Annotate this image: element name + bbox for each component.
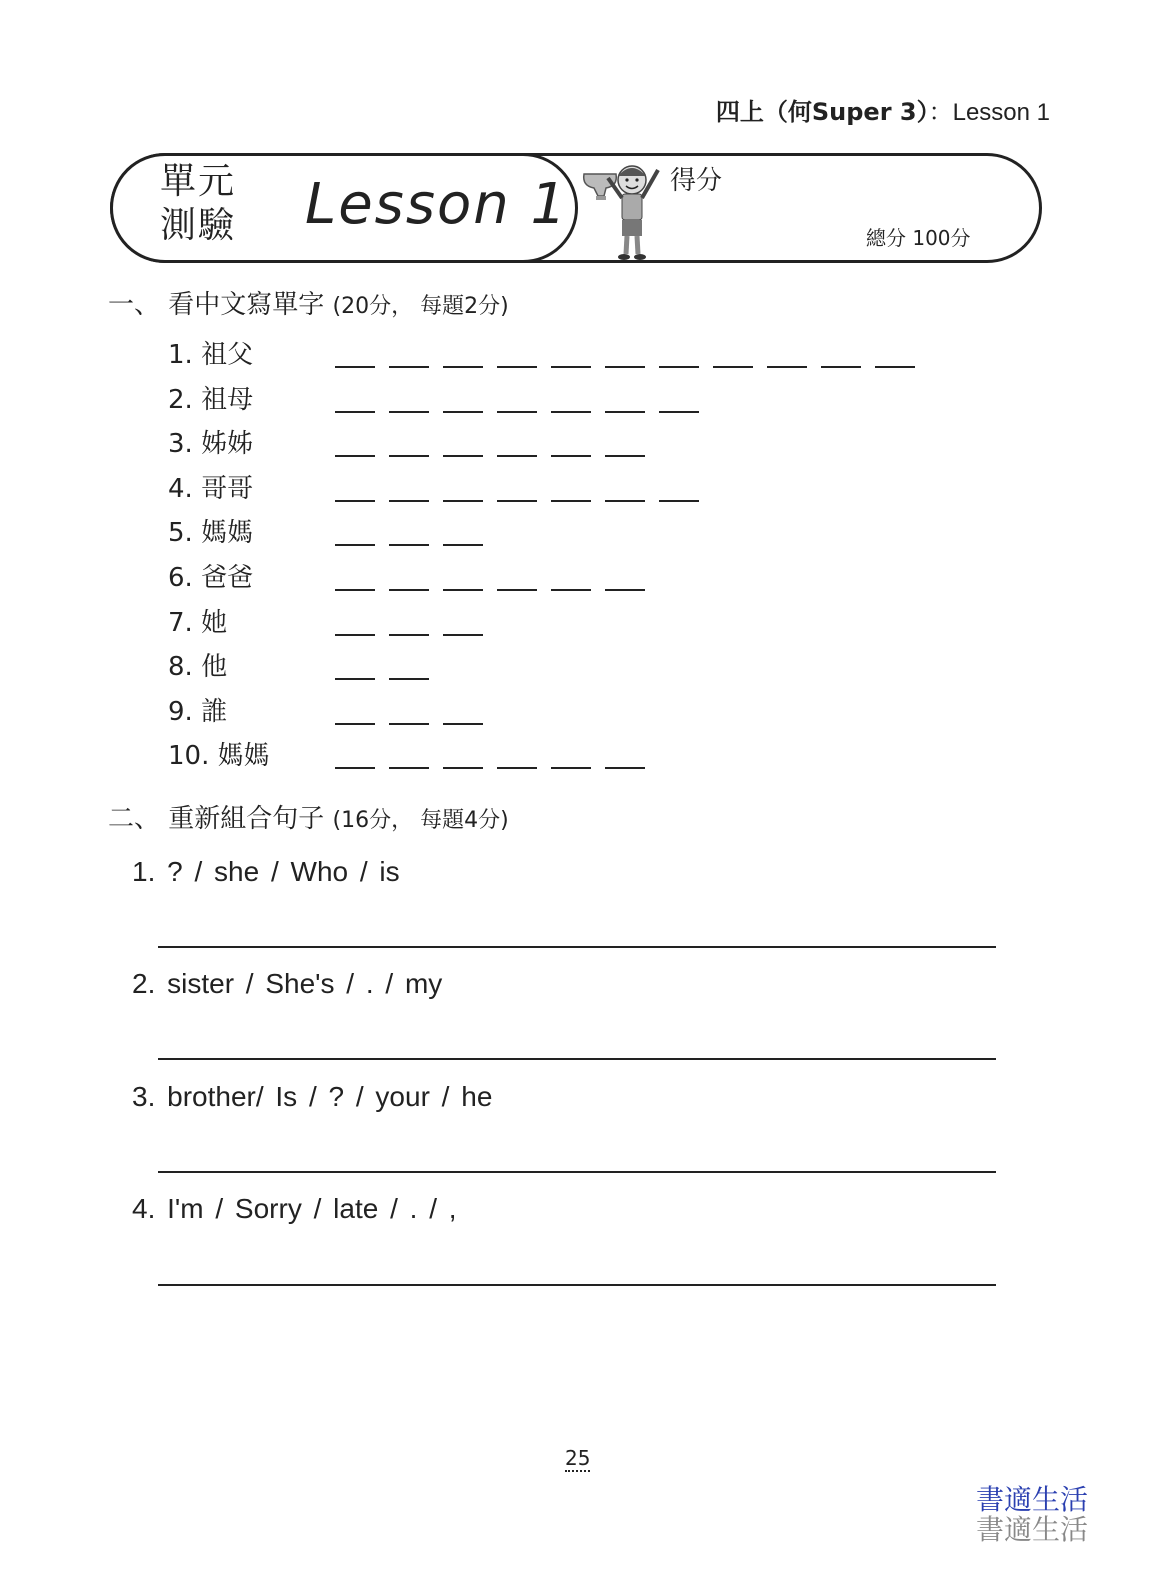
letter-blank[interactable] [497, 377, 537, 413]
letter-blank[interactable] [443, 377, 483, 413]
letter-blank[interactable] [335, 510, 375, 546]
word-prompt-1: 1. 祖父 [168, 340, 254, 370]
letter-blanks-2 [335, 377, 699, 417]
letter-blank[interactable] [551, 332, 591, 368]
page-header [716, 92, 1050, 127]
letter-blank[interactable] [605, 332, 645, 368]
unit-line-1: 單元 [160, 161, 237, 202]
letter-blank[interactable] [605, 733, 645, 769]
letter-blank[interactable] [335, 377, 375, 413]
total-value: 100分 [912, 226, 971, 250]
answer-line-4[interactable] [158, 1284, 996, 1286]
header-grade: 四上（何 [715, 98, 812, 126]
word-prompt-8: 8. 他 [168, 652, 228, 682]
letter-blank[interactable] [605, 555, 645, 591]
letter-blank[interactable] [605, 466, 645, 502]
total-score [866, 222, 971, 251]
letter-blanks-1 [335, 332, 915, 372]
letter-blank[interactable] [605, 377, 645, 413]
letter-blank[interactable] [551, 733, 591, 769]
letter-blank[interactable] [335, 332, 375, 368]
letter-blank[interactable] [443, 421, 483, 457]
letter-blank[interactable] [389, 555, 429, 591]
lesson-title: Lesson 1 [305, 172, 569, 237]
letter-blank[interactable] [443, 689, 483, 725]
letter-blank[interactable] [389, 421, 429, 457]
letter-blanks-10 [335, 733, 645, 773]
section-1-heading: 一、 看中文寫單字 [108, 290, 325, 320]
answer-line-2[interactable] [158, 1058, 996, 1060]
letter-blank[interactable] [659, 377, 699, 413]
word-prompt-7: 7. 她 [168, 608, 228, 638]
word-prompt-6: 6. 爸爸 [168, 563, 254, 593]
letter-blank[interactable] [335, 689, 375, 725]
word-prompt-4: 4. 哥哥 [168, 474, 254, 504]
letter-blanks-8 [335, 644, 429, 684]
letter-blank[interactable] [551, 377, 591, 413]
letter-blank[interactable] [443, 733, 483, 769]
letter-blank[interactable] [713, 332, 753, 368]
letter-blank[interactable] [497, 466, 537, 502]
letter-blank[interactable] [443, 466, 483, 502]
kid-trophy-illustration [580, 158, 670, 262]
section-1-points: (20分， 每題2分) [332, 294, 509, 319]
header-sep: ： [928, 98, 953, 126]
section-2-title [108, 798, 509, 835]
letter-blank[interactable] [497, 555, 537, 591]
letter-blanks-4 [335, 466, 699, 506]
letter-blank[interactable] [443, 510, 483, 546]
letter-blank[interactable] [551, 466, 591, 502]
reorder-question-4: 4. I'm / Sorry / late / . / , [132, 1193, 457, 1224]
header-lesson: Lesson 1 [952, 99, 1050, 126]
letter-blank[interactable] [389, 332, 429, 368]
answer-line-3[interactable] [158, 1171, 996, 1173]
letter-blanks-9 [335, 689, 483, 729]
letter-blank[interactable] [551, 555, 591, 591]
letter-blank[interactable] [389, 733, 429, 769]
word-prompt-10: 10. 媽媽 [168, 741, 270, 771]
section-2-heading: 二、 重新組合句子 [108, 804, 325, 834]
letter-blank[interactable] [335, 644, 375, 680]
word-prompt-5: 5. 媽媽 [168, 518, 254, 548]
header-close: ） [916, 98, 929, 126]
letter-blank[interactable] [443, 555, 483, 591]
brand-logo-text: 書適生活 [976, 1483, 1089, 1516]
letter-blank[interactable] [821, 332, 861, 368]
letter-blank[interactable] [389, 600, 429, 636]
letter-blank[interactable] [875, 332, 915, 368]
letter-blank[interactable] [389, 644, 429, 680]
letter-blank[interactable] [443, 332, 483, 368]
letter-blank[interactable] [335, 600, 375, 636]
answer-line-1[interactable] [158, 946, 996, 948]
reorder-question-2: 2. sister / She's / . / my [132, 968, 443, 999]
letter-blank[interactable] [335, 733, 375, 769]
unit-test-label [160, 160, 236, 248]
letter-blank[interactable] [389, 377, 429, 413]
letter-blanks-5 [335, 510, 483, 550]
letter-blank[interactable] [659, 332, 699, 368]
letter-blank[interactable] [497, 733, 537, 769]
brand-logo-shadow: 書適生活 [976, 1513, 1089, 1546]
word-prompt-2: 2. 祖母 [168, 385, 254, 415]
letter-blank[interactable] [335, 555, 375, 591]
letter-blank[interactable] [335, 466, 375, 502]
letter-blank[interactable] [497, 421, 537, 457]
letter-blank[interactable] [389, 689, 429, 725]
section-1-title [108, 284, 509, 321]
word-prompt-3: 3. 姊姊 [168, 429, 254, 459]
header-book: Super 3 [811, 98, 917, 126]
letter-blank[interactable] [389, 510, 429, 546]
letter-blanks-6 [335, 555, 645, 595]
letter-blank[interactable] [497, 332, 537, 368]
word-prompt-9: 9. 誰 [168, 697, 228, 727]
letter-blank[interactable] [605, 421, 645, 457]
reorder-question-1: 1. ? / she / Who / is [132, 856, 400, 887]
reorder-question-3: 3. brother/ Is / ? / your / he [132, 1081, 493, 1112]
page-number: 25 [565, 1446, 591, 1470]
letter-blank[interactable] [389, 466, 429, 502]
letter-blank[interactable] [551, 421, 591, 457]
letter-blank[interactable] [443, 600, 483, 636]
score-label: 得分 [670, 166, 723, 196]
letter-blank[interactable] [335, 421, 375, 457]
section-2-points: (16分， 每題4分) [332, 808, 509, 833]
letter-blank[interactable] [767, 332, 807, 368]
total-label: 總分 [866, 226, 906, 250]
unit-line-2: 測驗 [160, 205, 237, 246]
letter-blank[interactable] [659, 466, 699, 502]
letter-blanks-7 [335, 600, 483, 640]
letter-blanks-3 [335, 421, 645, 461]
